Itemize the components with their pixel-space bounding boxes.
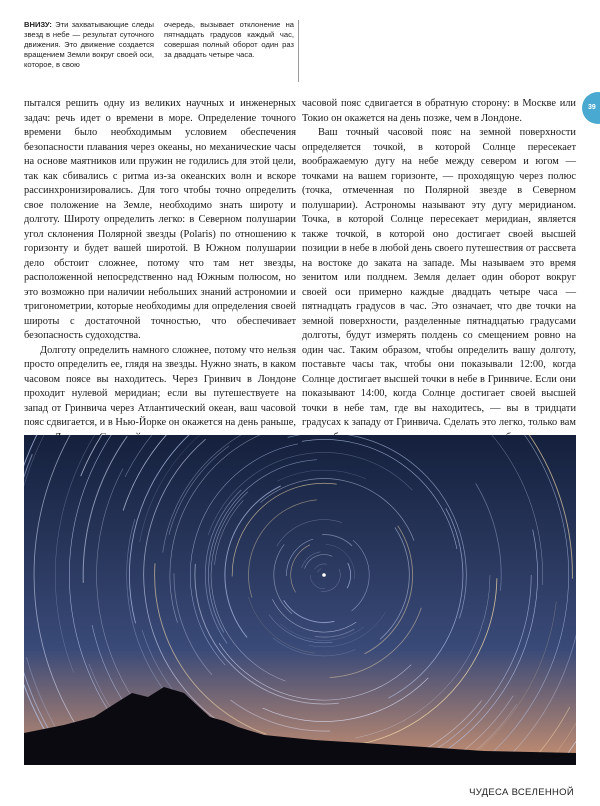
caption-text-1: Эти захватывающие следы звезд в небе — результат суточного движения. Это движение создается вращением Земли вокруг своей оси, которое, в свою [24,20,154,69]
page-number: 39 [588,104,596,111]
pole-star [322,573,326,577]
caption-label: ВНИЗУ: [24,20,52,29]
photo-caption [24,20,292,70]
running-footer: ЧУДЕСА ВСЕЛЕННОЙ [469,787,574,798]
caption-column-2: очередь, вызывает отклонение на пятнадцать градусов каждый час, совершая полный оборот один раз за двадцать четыре часа. [164,20,294,59]
caption-divider [298,20,299,82]
right-text-column [302,97,576,460]
star-trails-photo [24,435,576,765]
caption-column-1 [24,20,154,70]
paragraph: Долготу определить намного сложнее, потому что нельзя просто определить ее, глядя на звезды. Нужно знать, в каком часовом поясе вы находитесь. Через Гринвич в Лондоне проходит нулевой меридиан; если вы путешествуете на запад от Гринвича через Атлантический океан, ваш часовой пояс сдвигается, и в Нью-Йорке он окажется на день раньше, [24,344,296,428]
left-text-column [24,97,296,460]
page-number-badge [582,92,600,124]
paragraph: пытался решить одну из великих научных и инженерных задач: речь идет о времени в море. Определение точного времени было необходимым условием обеспечения безопасности плавания через океаны, но механические часы на основе маятников или пружин не годились для этой цели, так как сбивались с ритма из-за океанских волн и вскоре рассинхронизировались. Для того чтобы точно определить свое положение на Земле, необходимо знать широту и долготу. Широту определить легко: в Северном полушарии угол склонения Полярной звезды (Polaris) по отношению к горизонту и будет вашей широтой. В Южном полушарии дело обстоит сложнее, потому что там нет звезды, расположенной непосредственно над Южным полюсом, но это возможно при наличии небольших знаний астрономии и тригонометрии, которые необходимы для определения своей широты с достаточной точностью, что обеспечивает безопасность судоходства. [24,98,296,341]
paragraph-final [302,126,576,460]
paragraph-text: Ваш точный часовой пояс на земной поверхности определяется точкой, в которой Солнце пересекает воображаемую дугу на небе между севером и югом — точками на вашем горизонте, — проходящую через полюс (точка, отмеченная по Полярной звезде в Северном полушарии). Астрономы называют эту дугу меридианом. Точка, в которой Солнце пересекает меридиан, является также точкой, в которой оно достигает своей высшей позиции в небе в любой день своего путешествия от рассвета на востоке до заката на западе. Мы называем это время зенитом или полднем. Земля делает один оборот вокруг своей оси примерно каждые двадцать четыре часа — пятнадцать градусов в час. Это означает, что две точки на земной поверхности, разделенные пятнадцатью градусами долготы, будут измерять полдень со смещением ровно на один час. Таким образом, чтобы определить вашу долготу, поставьте часы так, чтобы они показывали 12:00, когда Солнце достигает высшей точки в небе в Гринвиче. Если они показывают 14:00, когда Солнце достигает своей высшей точки в небе там, где вы находитесь, — вы в тридцати градусах к западу от Гринвича. Сделать это легко, только вам [302,127,576,428]
paragraph: часовой пояс сдвигается в обратную сторону: в Москве или Токио он окажется на день позже, чем в Лондоне. [302,98,576,124]
